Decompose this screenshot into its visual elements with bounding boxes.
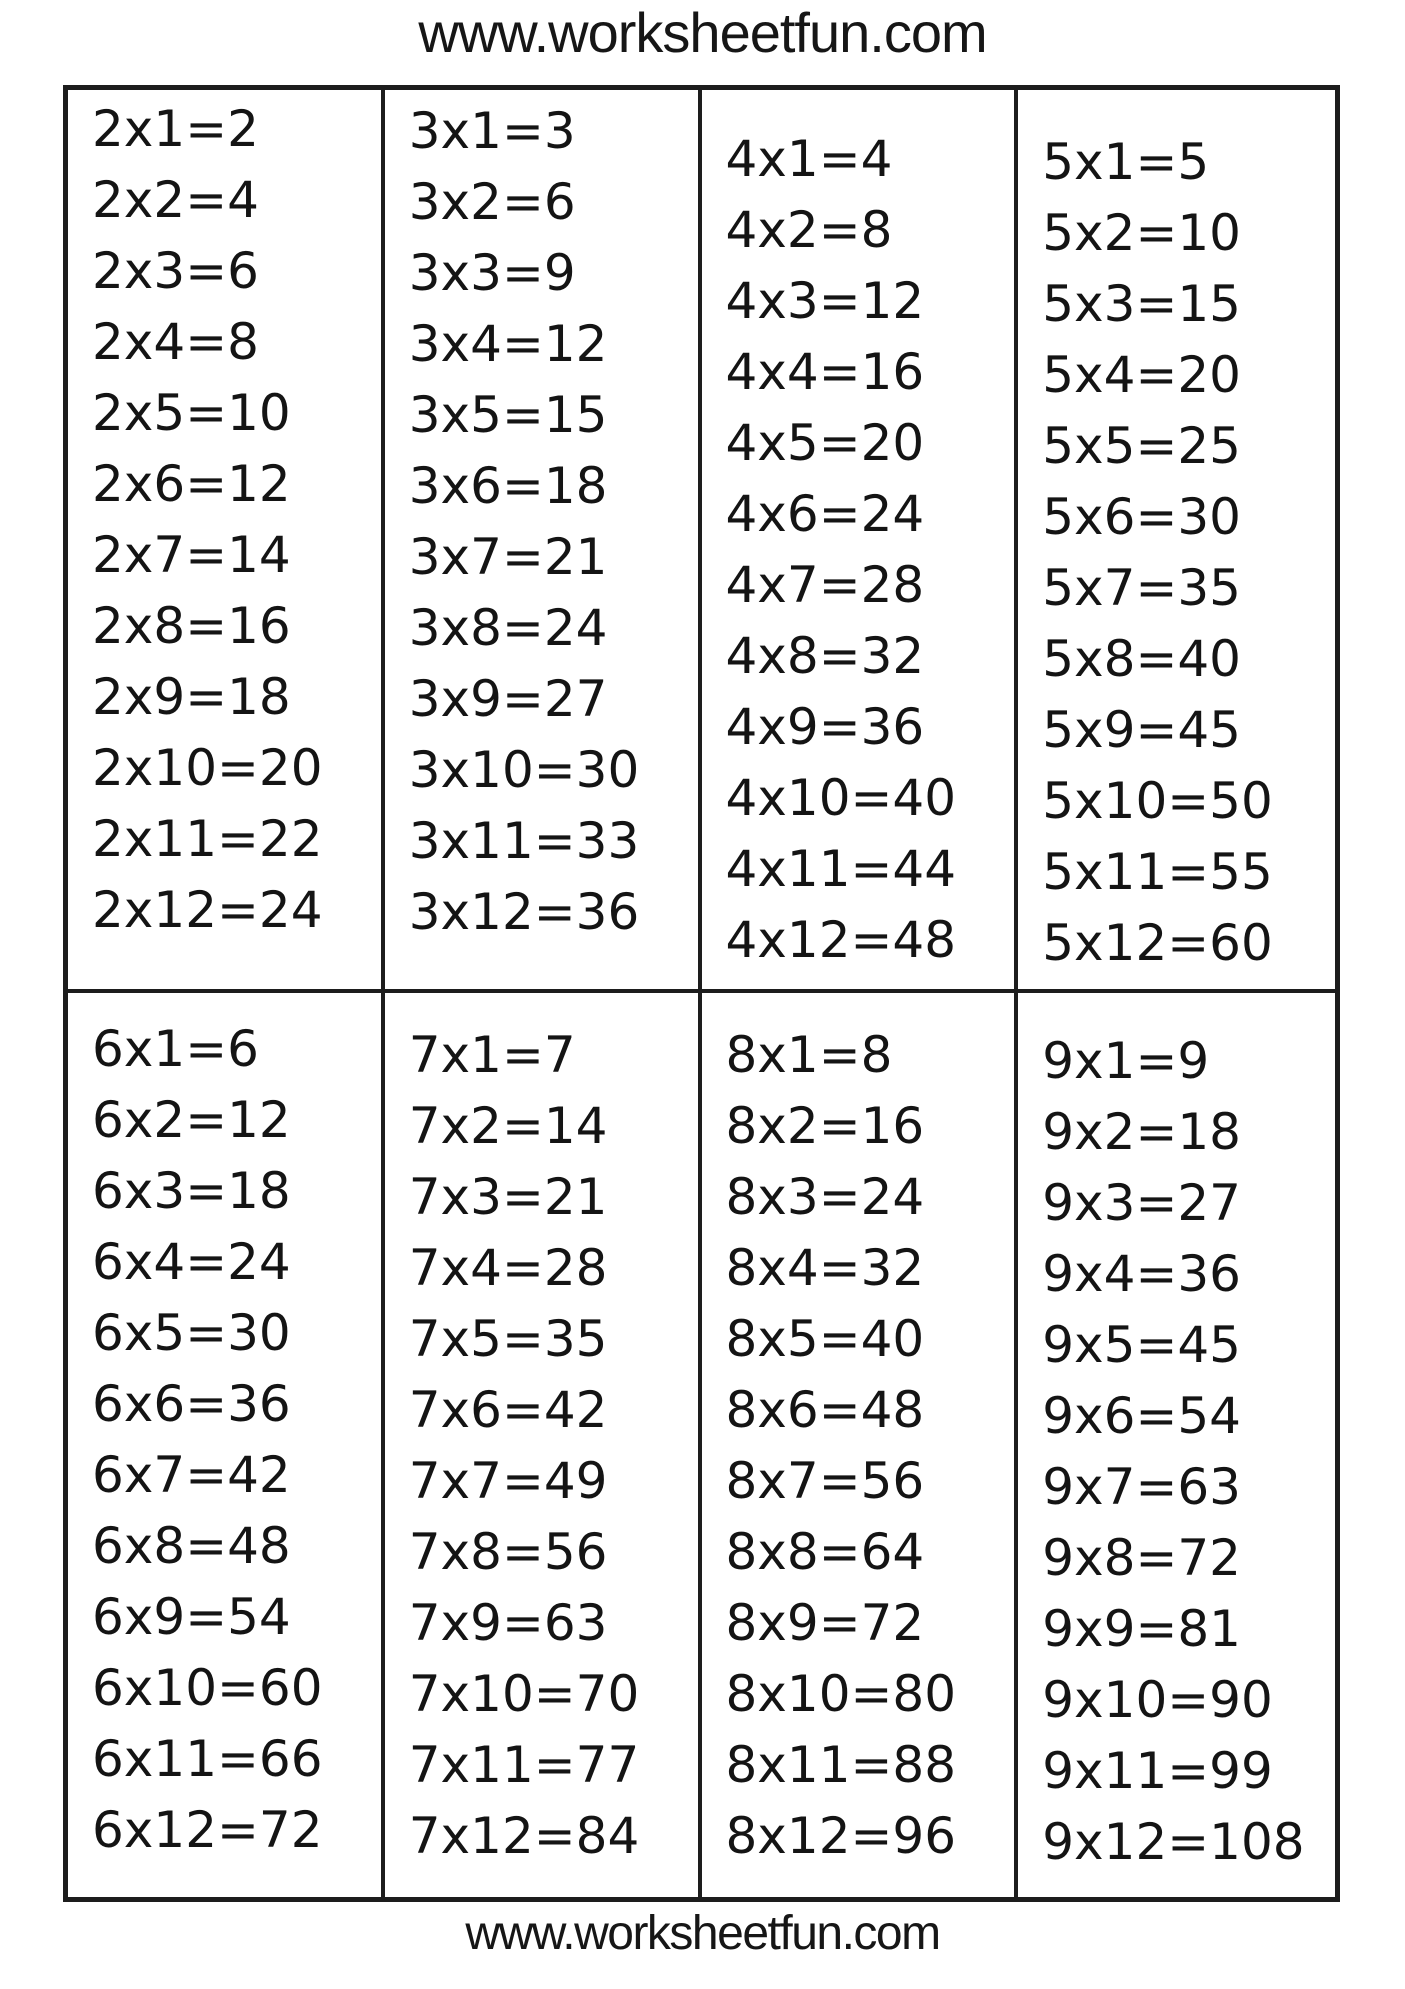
- equation: 7x5=35: [408, 1310, 608, 1368]
- equation: 5x6=30: [1042, 488, 1241, 546]
- times-table-grid: [63, 85, 1340, 1902]
- equation: 5x1=5: [1042, 133, 1210, 191]
- equation: 7x12=84: [408, 1807, 640, 1865]
- equation: 8x9=72: [725, 1594, 925, 1652]
- equation: 7x8=56: [408, 1523, 608, 1581]
- equation: 3x11=33: [408, 812, 640, 870]
- equation: 4x5=20: [725, 414, 925, 472]
- equation: 9x10=90: [1042, 1671, 1273, 1729]
- equation: 2x12=24: [92, 881, 323, 939]
- equation: 9x2=18: [1042, 1103, 1241, 1161]
- equation: 4x8=32: [725, 627, 925, 685]
- equation: 9x11=99: [1042, 1742, 1273, 1800]
- equation: 3x7=21: [408, 528, 608, 586]
- equation: 6x3=18: [92, 1162, 291, 1220]
- equation: 7x10=70: [408, 1665, 640, 1723]
- equation: 8x10=80: [725, 1665, 957, 1723]
- equation: 9x4=36: [1042, 1245, 1241, 1303]
- equation: 2x8=16: [92, 597, 291, 655]
- equation: 5x7=35: [1042, 559, 1241, 617]
- equation: 2x10=20: [92, 739, 323, 797]
- equation: 3x5=15: [408, 386, 608, 444]
- equation: 6x9=54: [92, 1588, 291, 1646]
- equation: 8x12=96: [725, 1807, 957, 1865]
- equation: 2x7=14: [92, 526, 291, 584]
- equation: 9x8=72: [1042, 1529, 1241, 1587]
- equation: 5x4=20: [1042, 346, 1241, 404]
- equation: 8x6=48: [725, 1381, 925, 1439]
- equation: 6x5=30: [92, 1304, 291, 1362]
- equation: 4x12=48: [725, 911, 957, 969]
- equation: 5x11=55: [1042, 843, 1273, 901]
- equation: 8x8=64: [725, 1523, 925, 1581]
- times-table-2: [68, 90, 385, 993]
- equation: 3x4=12: [408, 315, 608, 373]
- equation: 6x6=36: [92, 1375, 291, 1433]
- equation: 3x2=6: [408, 173, 576, 231]
- equation: 4x1=4: [725, 130, 893, 188]
- equation: 9x9=81: [1042, 1600, 1241, 1658]
- equation: 6x10=60: [92, 1659, 323, 1717]
- equation: 5x9=45: [1042, 701, 1241, 759]
- equation: 5x12=60: [1042, 914, 1273, 972]
- equation: 4x7=28: [725, 556, 925, 614]
- equation: 2x11=22: [92, 810, 323, 868]
- equation: 3x3=9: [408, 244, 576, 302]
- equation: 7x9=63: [408, 1594, 608, 1652]
- equation: 6x4=24: [92, 1233, 291, 1291]
- equation: 2x3=6: [92, 242, 259, 300]
- equation: 5x5=25: [1042, 417, 1241, 475]
- equation: 4x6=24: [725, 485, 925, 543]
- equation: 4x11=44: [725, 840, 957, 898]
- equation: 2x5=10: [92, 384, 291, 442]
- equation: 9x1=9: [1042, 1032, 1210, 1090]
- equation: 2x1=2: [92, 100, 259, 158]
- equation: 5x3=15: [1042, 275, 1241, 333]
- equation: 4x3=12: [725, 272, 925, 330]
- equation: 8x11=88: [725, 1736, 957, 1794]
- equation: 4x9=36: [725, 698, 925, 756]
- equation: 3x12=36: [408, 883, 640, 941]
- equation: 5x8=40: [1042, 630, 1241, 688]
- equation: 6x2=12: [92, 1091, 291, 1149]
- equation: 2x9=18: [92, 668, 291, 726]
- equation: 8x2=16: [725, 1097, 925, 1155]
- times-table-4: [702, 90, 1019, 993]
- equation: 9x6=54: [1042, 1387, 1241, 1445]
- equation: 3x1=3: [408, 102, 576, 160]
- equation: 7x11=77: [408, 1736, 640, 1794]
- equation: 6x12=72: [92, 1801, 323, 1859]
- equation: 8x1=8: [725, 1026, 893, 1084]
- equation: 3x10=30: [408, 741, 640, 799]
- equation: 9x7=63: [1042, 1458, 1241, 1516]
- equation: 9x12=108: [1042, 1813, 1305, 1871]
- equation: 3x9=27: [408, 670, 608, 728]
- times-table-8: [702, 993, 1019, 1897]
- header-site-url: www.worksheetfun.com: [418, 1, 987, 64]
- equation: 2x6=12: [92, 455, 291, 513]
- times-table-7: [385, 993, 702, 1897]
- equation: 2x2=4: [92, 171, 259, 229]
- equation: 2x4=8: [92, 313, 259, 371]
- footer-site-url: www.worksheetfun.com: [465, 1907, 940, 1960]
- equation: 8x5=40: [725, 1310, 925, 1368]
- equation: 6x7=42: [92, 1446, 291, 1504]
- equation: 9x3=27: [1042, 1174, 1241, 1232]
- equation: 7x3=21: [408, 1168, 608, 1226]
- equation: 6x8=48: [92, 1517, 291, 1575]
- equation: 7x6=42: [408, 1381, 608, 1439]
- equation: 7x1=7: [408, 1026, 576, 1084]
- equation: 8x3=24: [725, 1168, 925, 1226]
- equation: 9x5=45: [1042, 1316, 1241, 1374]
- equation: 3x6=18: [408, 457, 608, 515]
- equation: 6x1=6: [92, 1020, 259, 1078]
- equation: 6x11=66: [92, 1730, 323, 1788]
- times-table-6: [68, 993, 385, 1897]
- equation: 7x7=49: [408, 1452, 608, 1510]
- equation: 8x4=32: [725, 1239, 925, 1297]
- times-table-9: [1018, 993, 1335, 1897]
- equation: 4x4=16: [725, 343, 925, 401]
- equation: 8x7=56: [725, 1452, 925, 1510]
- equation: 4x10=40: [725, 769, 957, 827]
- equation: 7x2=14: [408, 1097, 608, 1155]
- equation: 4x2=8: [725, 201, 893, 259]
- times-table-3: [385, 90, 702, 993]
- times-table-5: [1018, 90, 1335, 993]
- equation: 3x8=24: [408, 599, 608, 657]
- equation: 7x4=28: [408, 1239, 608, 1297]
- equation: 5x2=10: [1042, 204, 1241, 262]
- equation: 5x10=50: [1042, 772, 1273, 830]
